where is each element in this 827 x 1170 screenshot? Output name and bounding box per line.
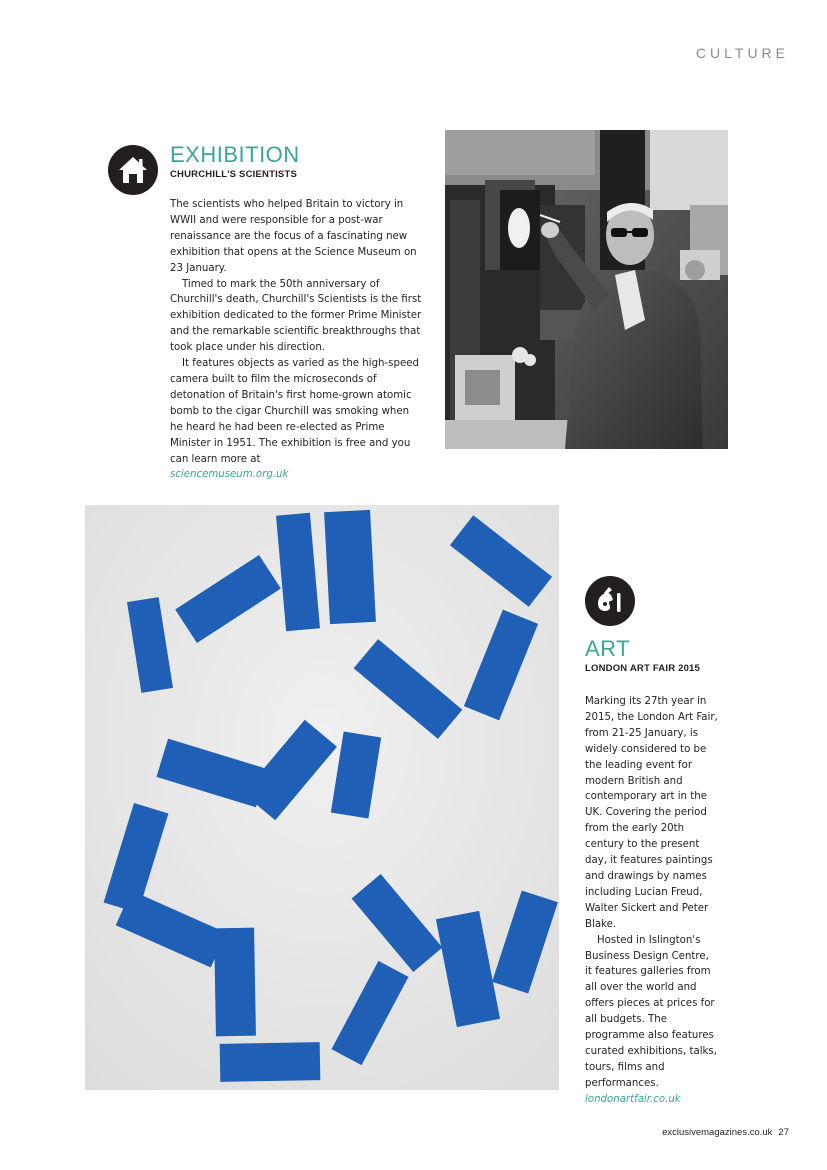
art-paragraph: Marking its 27th year in 2015, the London Art Fair, from 21-25 January, is widely considered to be the leading event for modern British and contemporary art in the UK. Covering the period from the early 20th century to the present day, it features paintings and drawings by names including Lucian Freud, Walter Sickert and Peter Blake. (585, 696, 718, 930)
exhibition-body (170, 197, 422, 483)
footer-site: exclusivemagazines.co.uk (662, 1127, 773, 1138)
exhibition-paragraph: Timed to mark the 50th anniversary of Churchill's death, Churchill's Scientists is the first exhibition dedicated to the former Prime Minister and the remarkable scientific breakthroughs that took place under his direction. (170, 278, 422, 354)
palette-brush-icon (585, 576, 635, 626)
londonartfair-link[interactable]: londonartfair.co.uk (585, 1093, 681, 1105)
exhibition-paragraph: It features objects as varied as the high-speed camera built to film the microseconds of detonation of Britain's first home-grown atomic bomb to the cigar Churchill was smoking when he heard he had been re-elected as Prime Minister in 1951. The exhibition is free and you can learn more at (170, 358, 419, 465)
page-number: 27 (778, 1127, 789, 1138)
exhibition-heading: EXHIBITION (170, 142, 300, 167)
churchill-scientists-photo (445, 130, 728, 449)
blue-paper-artwork (85, 505, 559, 1090)
art-subheading: LONDON ART FAIR 2015 (585, 663, 701, 674)
section-label: CULTURE (695, 45, 789, 61)
page-footer (662, 1127, 789, 1138)
sciencemuseum-link[interactable]: sciencemuseum.org.uk (170, 469, 289, 481)
art-paragraph: Hosted in Islington's Business Design Centre, it features galleries from all over the world and offers pieces at prices for all budgets. The programme also features curated exhibitions, talks, tours, films and performances. (585, 934, 717, 1089)
exhibition-subheading: CHURCHILL'S SCIENTISTS (170, 169, 297, 180)
exhibition-paragraph: The scientists who helped Britain to victory in WWII and were responsible for a post-war renaissance are the focus of a fascinating new exhibition that opens at the Science Museum on 23 January. (170, 199, 417, 274)
art-heading: ART (585, 636, 631, 661)
house-icon (108, 145, 158, 195)
art-body (585, 694, 718, 1108)
